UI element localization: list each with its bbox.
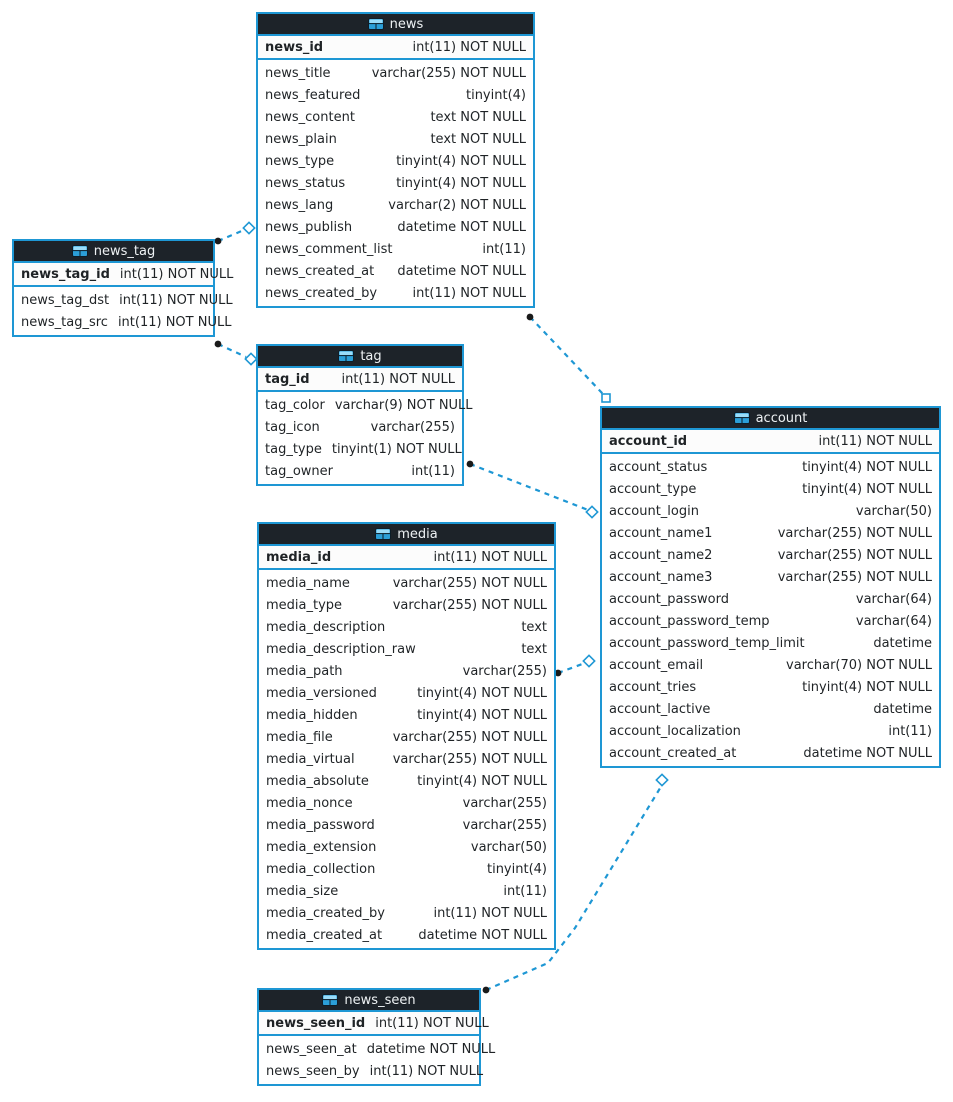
field-type: varchar(70) NOT NULL [786, 657, 932, 673]
field-type: tinyint(4) NOT NULL [417, 773, 547, 789]
field-name: media_versioned [266, 685, 377, 701]
row-news_title[interactable] [258, 62, 533, 84]
field-type: int(11) NOT NULL [412, 285, 526, 301]
relationship-news-account [530, 317, 603, 394]
field-name: news_plain [265, 131, 337, 147]
table-title: tag [360, 348, 382, 364]
field-name: news_featured [265, 87, 361, 103]
row-media_extension[interactable] [259, 836, 554, 858]
row-account_email[interactable] [602, 654, 939, 676]
row-news_featured[interactable] [258, 84, 533, 106]
field-type: varchar(255) NOT NULL [371, 65, 526, 81]
row-tag_icon[interactable] [258, 416, 462, 438]
field-type: int(11) NOT NULL [117, 314, 232, 330]
field-type: datetime NOT NULL [803, 745, 932, 761]
table-icon [72, 245, 88, 257]
diamond-end-icon [586, 506, 597, 517]
field-type: tinyint(4) NOT NULL [802, 679, 932, 695]
field-name: media_created_by [266, 905, 385, 921]
row-account_password_temp[interactable] [602, 610, 939, 632]
row-account_localization[interactable] [602, 720, 939, 742]
field-name: media_id [266, 549, 332, 565]
field-name: media_type [266, 597, 343, 613]
field-type: int(11) NOT NULL [369, 1063, 484, 1079]
row-media_virtual[interactable] [259, 748, 554, 770]
field-name: media_path [266, 663, 343, 679]
row-account_status[interactable] [602, 456, 939, 478]
field-type: varchar(9) NOT NULL [334, 397, 473, 413]
dot-end-icon [527, 314, 534, 321]
row-account_created_at[interactable] [602, 742, 939, 764]
row-news_seen_by[interactable] [259, 1060, 484, 1082]
field-type: tinyint(4) NOT NULL [417, 707, 547, 723]
table-media[interactable] [257, 522, 556, 950]
field-name: media_extension [266, 839, 377, 855]
diamond-end-icon [243, 222, 254, 233]
row-tag_owner[interactable] [258, 460, 462, 482]
field-type: text NOT NULL [430, 109, 526, 125]
field-type: datetime NOT NULL [397, 219, 526, 235]
table-news_seen[interactable] [257, 988, 496, 1086]
square-end-icon [602, 394, 610, 402]
field-name: account_localization [609, 723, 741, 739]
row-account_id[interactable] [602, 430, 939, 454]
row-news_comment_list[interactable] [258, 238, 533, 260]
field-name: news_tag_id [21, 266, 110, 282]
field-type: int(11) [503, 883, 547, 899]
table-body [602, 454, 939, 766]
field-name: news_seen_id [266, 1015, 366, 1031]
row-media_id[interactable] [259, 546, 554, 570]
dot-end-icon [215, 238, 222, 245]
field-type: int(11) [482, 241, 526, 257]
row-media_created_by[interactable] [259, 902, 554, 924]
field-type: varchar(2) NOT NULL [388, 197, 526, 213]
table-account[interactable] [600, 406, 941, 768]
row-tag_color[interactable] [258, 394, 473, 416]
field-type: int(11) NOT NULL [433, 905, 547, 921]
field-type: datetime NOT NULL [366, 1041, 496, 1057]
table-header[interactable] [259, 524, 554, 546]
field-name: news_seen_at [266, 1041, 357, 1057]
row-news_plain[interactable] [258, 128, 533, 150]
field-name: tag_type [265, 441, 322, 457]
field-name: news_seen_by [266, 1063, 360, 1079]
field-name: news_id [265, 39, 324, 55]
table-title: account [755, 410, 808, 426]
row-news_tag_id[interactable] [14, 263, 234, 287]
field-type: int(11) NOT NULL [818, 433, 932, 449]
field-name: account_created_at [609, 745, 737, 761]
table-header[interactable] [602, 408, 939, 430]
row-tag_id[interactable] [258, 368, 462, 392]
table-title: media [397, 526, 438, 542]
field-name: media_virtual [266, 751, 355, 767]
field-name: news_title [265, 65, 331, 81]
field-type: int(11) [411, 463, 455, 479]
field-name: tag_icon [265, 419, 320, 435]
field-name: news_status [265, 175, 346, 191]
row-account_tries[interactable] [602, 676, 939, 698]
field-type: int(11) NOT NULL [119, 266, 234, 282]
row-account_password[interactable] [602, 588, 939, 610]
field-type: int(11) NOT NULL [412, 39, 526, 55]
table-icon [375, 528, 391, 540]
table-icon [734, 412, 750, 424]
table-icon [338, 350, 354, 362]
field-name: news_publish [265, 219, 353, 235]
row-account_name3[interactable] [602, 566, 939, 588]
row-media_created_at[interactable] [259, 924, 554, 946]
field-name: media_collection [266, 861, 376, 877]
field-name: account_lactive [609, 701, 711, 717]
row-news_created_by[interactable] [258, 282, 533, 304]
field-name: media_name [266, 575, 350, 591]
field-name: news_created_by [265, 285, 378, 301]
row-account_login[interactable] [602, 500, 939, 522]
field-name: media_file [266, 729, 333, 745]
field-type: int(11) [888, 723, 932, 739]
relationship-news_tag-tag [218, 344, 246, 357]
row-media_file[interactable] [259, 726, 554, 748]
field-type: tinyint(4) NOT NULL [802, 481, 932, 497]
field-name: account_id [609, 433, 688, 449]
field-name: news_content [265, 109, 355, 125]
table-body [259, 570, 554, 948]
field-type: int(11) NOT NULL [341, 371, 455, 387]
diamond-end-icon [245, 353, 256, 364]
row-news_type[interactable] [258, 150, 533, 172]
field-type: varchar(255) [462, 817, 547, 833]
field-name: news_type [265, 153, 335, 169]
field-name: account_password_temp_limit [609, 635, 805, 651]
field-type: text NOT NULL [430, 131, 526, 147]
field-type: tinyint(4) [465, 87, 526, 103]
field-name: tag_id [265, 371, 310, 387]
field-name: media_description_raw [266, 641, 416, 657]
row-news_status[interactable] [258, 172, 533, 194]
table-icon [322, 994, 338, 1006]
field-type: text [521, 619, 547, 635]
field-type: varchar(64) [855, 613, 932, 629]
table-title: news_seen [344, 992, 416, 1008]
field-name: account_type [609, 481, 697, 497]
field-type: datetime NOT NULL [397, 263, 526, 279]
dot-end-icon [467, 461, 474, 468]
field-name: account_name1 [609, 525, 713, 541]
field-type: tinyint(1) NOT NULL [331, 441, 462, 457]
field-type: tinyint(4) NOT NULL [396, 175, 526, 191]
field-name: account_login [609, 503, 699, 519]
row-media_password[interactable] [259, 814, 554, 836]
field-name: account_tries [609, 679, 697, 695]
row-media_description_raw[interactable] [259, 638, 554, 660]
row-media_size[interactable] [259, 880, 554, 902]
field-name: media_description [266, 619, 386, 635]
diamond-end-icon [583, 655, 594, 666]
field-name: media_absolute [266, 773, 369, 789]
field-name: tag_owner [265, 463, 333, 479]
field-type: int(11) NOT NULL [119, 292, 233, 308]
field-type: text [521, 641, 547, 657]
field-name: account_email [609, 657, 704, 673]
field-type: varchar(255) NOT NULL [777, 569, 932, 585]
row-media_path[interactable] [259, 660, 554, 682]
table-header[interactable] [258, 346, 462, 368]
field-type: varchar(255) [462, 795, 547, 811]
field-name: account_name3 [609, 569, 713, 585]
row-news_seen_at[interactable] [259, 1038, 496, 1060]
field-name: media_nonce [266, 795, 353, 811]
table-body [258, 60, 533, 306]
row-account_name1[interactable] [602, 522, 939, 544]
table-title: news [389, 16, 424, 32]
field-type: varchar(255) [370, 419, 455, 435]
field-name: news_lang [265, 197, 334, 213]
row-account_name2[interactable] [602, 544, 939, 566]
row-media_name[interactable] [259, 572, 554, 594]
field-type: varchar(255) NOT NULL [777, 525, 932, 541]
field-type: datetime [873, 701, 932, 717]
field-name: media_created_at [266, 927, 383, 943]
field-name: media_size [266, 883, 339, 899]
row-news_lang[interactable] [258, 194, 533, 216]
field-name: news_tag_src [21, 314, 108, 330]
table-header[interactable] [14, 241, 213, 263]
relationship-tag-account [470, 464, 588, 510]
field-type: tinyint(4) NOT NULL [396, 153, 526, 169]
table-title: news_tag [93, 243, 156, 259]
field-type: tinyint(4) NOT NULL [417, 685, 547, 701]
row-news_content[interactable] [258, 106, 533, 128]
field-name: media_password [266, 817, 375, 833]
row-news_id[interactable] [258, 36, 533, 60]
row-news_tag_src[interactable] [14, 311, 232, 333]
field-type: varchar(255) NOT NULL [777, 547, 932, 563]
row-tag_type[interactable] [258, 438, 462, 460]
field-type: datetime [873, 635, 932, 651]
field-type: datetime NOT NULL [418, 927, 547, 943]
field-name: account_password [609, 591, 730, 607]
table-header[interactable] [258, 14, 533, 36]
table-tag[interactable] [256, 344, 473, 486]
field-name: media_hidden [266, 707, 358, 723]
row-news_created_at[interactable] [258, 260, 533, 282]
table-body [258, 392, 473, 484]
field-type: int(11) NOT NULL [375, 1015, 489, 1031]
field-name: account_password_temp [609, 613, 770, 629]
field-name: account_status [609, 459, 708, 475]
field-type: varchar(50) [855, 503, 932, 519]
row-media_hidden[interactable] [259, 704, 554, 726]
field-name: news_comment_list [265, 241, 393, 257]
table-news_tag[interactable] [12, 239, 234, 337]
field-name: account_name2 [609, 547, 713, 563]
field-type: varchar(64) [855, 591, 932, 607]
row-account_lactive[interactable] [602, 698, 939, 720]
row-media_description[interactable] [259, 616, 554, 638]
row-account_type[interactable] [602, 478, 939, 500]
row-account_password_temp_limit[interactable] [602, 632, 939, 654]
row-media_type[interactable] [259, 594, 554, 616]
relationship-news_tag-news [218, 230, 244, 241]
dot-end-icon [215, 341, 222, 348]
field-type: varchar(255) NOT NULL [392, 729, 547, 745]
row-news_seen_id[interactable] [259, 1012, 489, 1036]
diamond-end-icon [656, 774, 667, 785]
field-type: tinyint(4) NOT NULL [802, 459, 932, 475]
field-type: varchar(255) NOT NULL [392, 597, 547, 613]
field-type: varchar(255) NOT NULL [392, 751, 547, 767]
table-icon [368, 18, 384, 30]
field-type: varchar(50) [470, 839, 547, 855]
relationship-media-account [558, 663, 585, 673]
table-header[interactable] [259, 990, 479, 1012]
row-media_versioned[interactable] [259, 682, 554, 704]
row-news_tag_dst[interactable] [14, 289, 233, 311]
row-media_collection[interactable] [259, 858, 554, 880]
row-media_absolute[interactable] [259, 770, 554, 792]
field-name: news_created_at [265, 263, 375, 279]
field-name: tag_color [265, 397, 325, 413]
table-body [14, 287, 233, 335]
field-type: tinyint(4) [486, 861, 547, 877]
field-type: varchar(255) [462, 663, 547, 679]
dot-end-icon [483, 987, 490, 994]
table-body [259, 1036, 496, 1084]
table-news[interactable] [256, 12, 535, 308]
row-media_nonce[interactable] [259, 792, 554, 814]
row-news_publish[interactable] [258, 216, 533, 238]
field-name: news_tag_dst [21, 292, 110, 308]
field-type: varchar(255) NOT NULL [392, 575, 547, 591]
field-type: int(11) NOT NULL [433, 549, 547, 565]
